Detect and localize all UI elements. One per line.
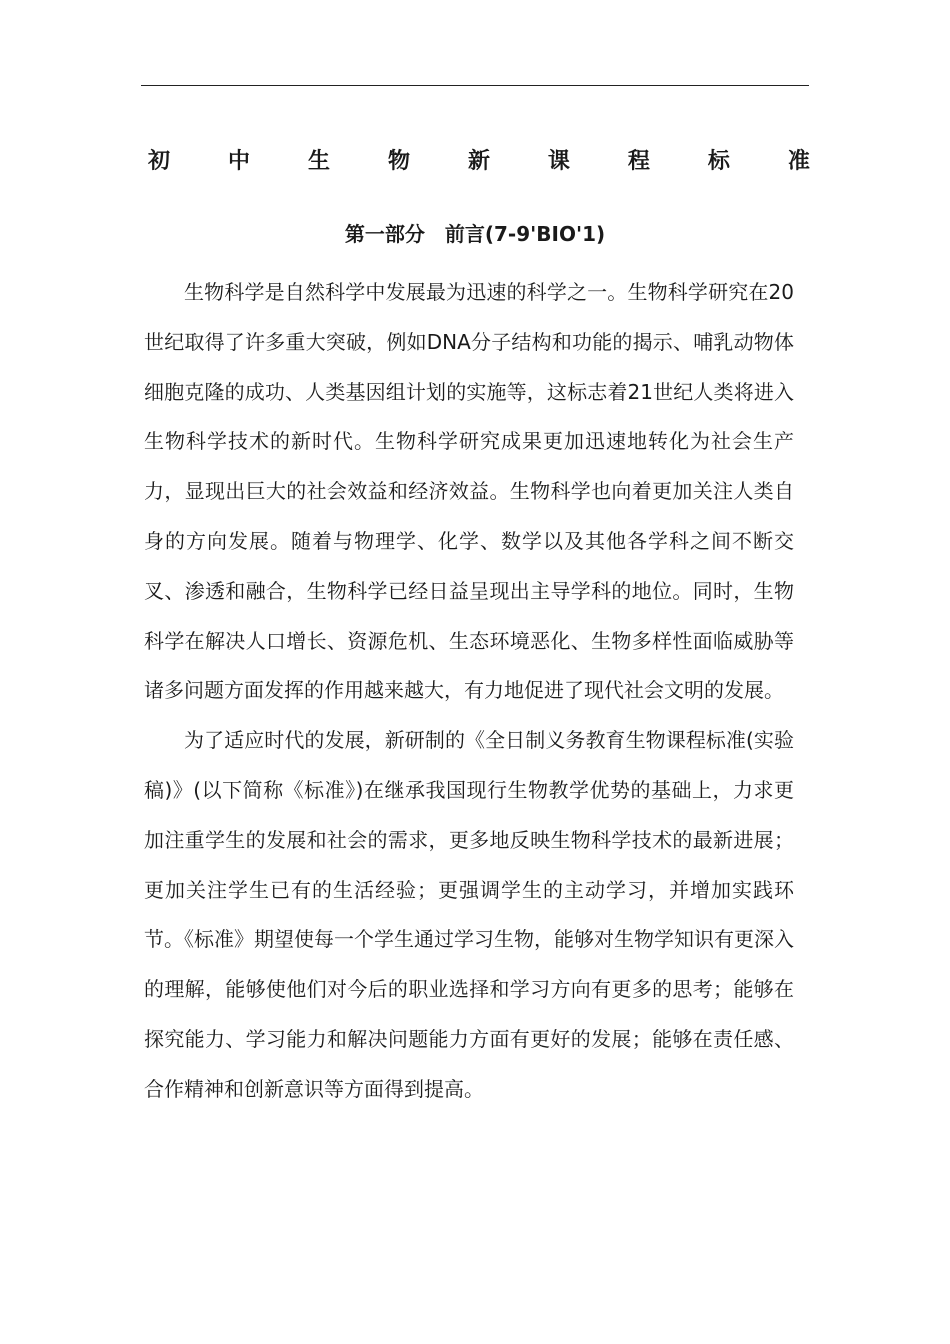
document-title — [148, 146, 810, 178]
title-char: 准 — [787, 149, 810, 174]
title-char: 中 — [227, 149, 250, 174]
title-char: 课 — [547, 149, 570, 174]
title-char: 新 — [467, 149, 490, 174]
paragraph: 生物科学是自然科学中发展最为迅速的科学之一。生物科学研究在20世纪取得了许多重大突破，例如DNA分子结构和功能的揭示、哺乳动物体细胞克隆的成功、人类基因组计划的实施等，这标志着21世纪人类将进入生物科学技术的新时代。生物科学研究成果更加迅速地转化为社会生产力，显现出巨大的社会效益和经济效益。生物科学也向着更加关注人类自身的方向发展。随着与物理学、化学、数学以及其他各学科之间不断交叉、渗透和融合，生物科学已经日益呈现出主导学科的地位。同时，生物科学在解决人口增长、资源危机、生态环境恶化、生物多样性面临威胁等诸多问题方面发挥的作用越来越大，有力地促进了现代社会文明的发展。 — [144, 280, 794, 703]
section-heading: 第一部分 前言(7-9'BIO'1) — [344, 222, 606, 246]
paragraph: 为了适应时代的发展，新研制的《全日制义务教育生物课程标准(实验稿)》(以下简称《标准》)在继承我国现行生物教学优势的基础上，力求更加注重学生的发展和社会的需求，更多地反映生物科学技术的最新进展；更加关注学生已有的生活经验；更强调学生的主动学习，并增加实践环节。《标准》期望使每一个学生通过学习生物，能够对生物学知识有更深入的理解，能够使他们对今后的职业选择和学习方向有更多的思考；能够在探究能力、学习能力和解决问题能力方面有更好的发展；能够在责任感、合作精神和创新意识等方面得到提高。 — [144, 728, 794, 1101]
body-text — [144, 268, 794, 1115]
title-char: 生 — [307, 149, 330, 174]
title-char: 初 — [148, 149, 171, 174]
title-char: 程 — [627, 149, 650, 174]
title-char: 物 — [387, 149, 410, 174]
header-rule — [141, 85, 809, 86]
title-char: 标 — [707, 149, 730, 174]
